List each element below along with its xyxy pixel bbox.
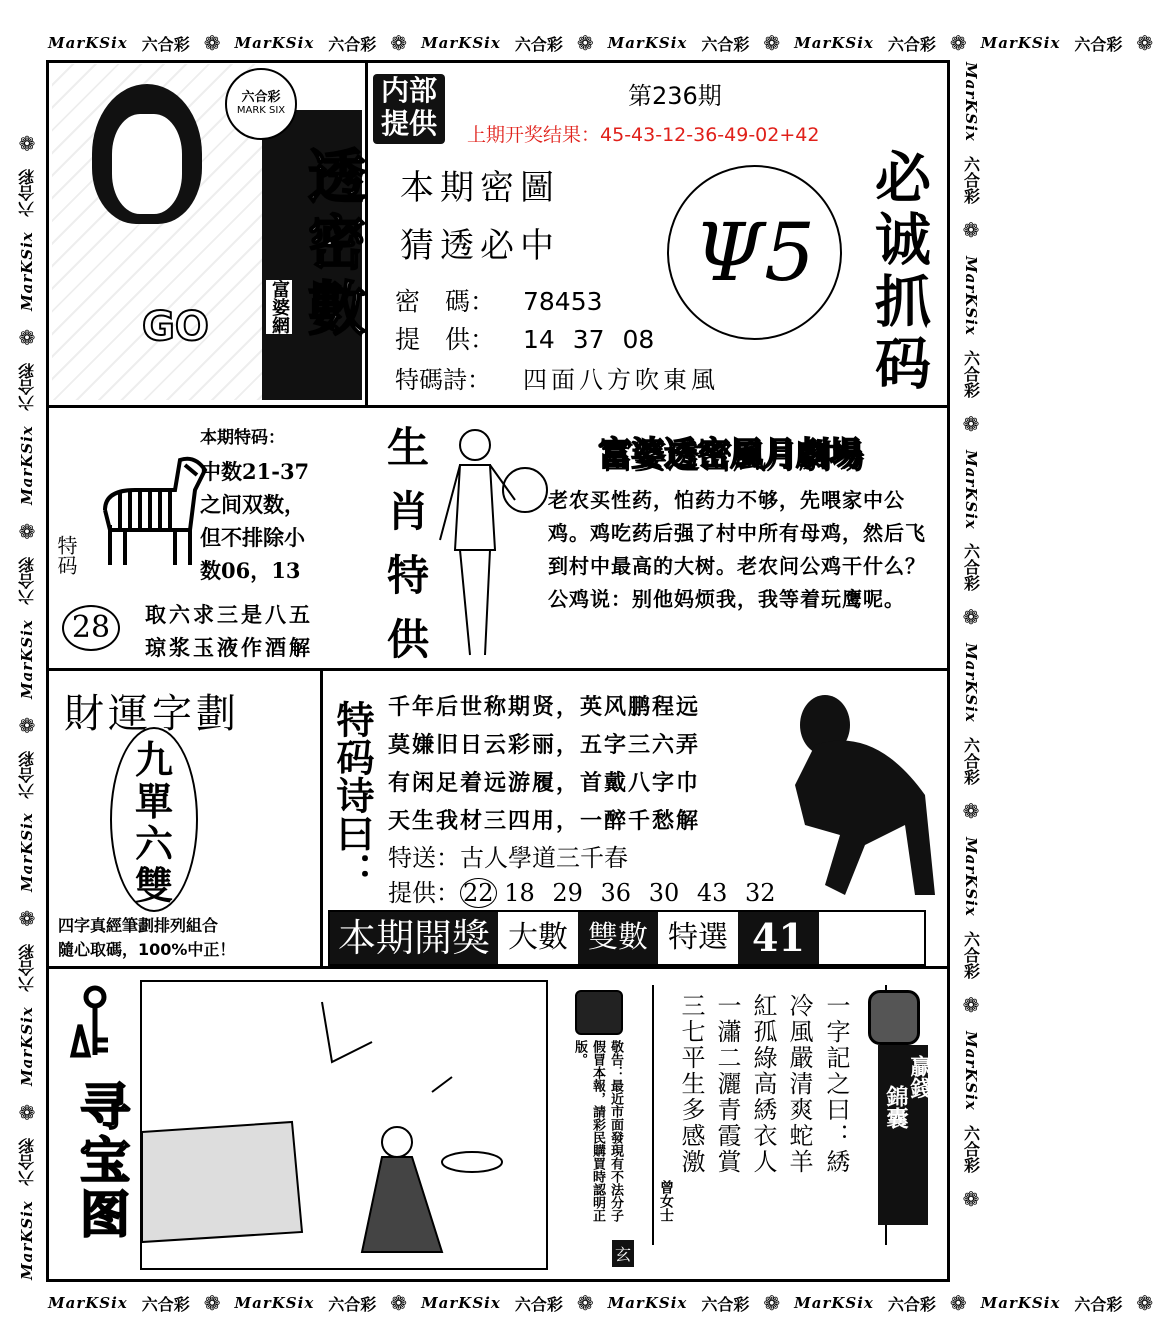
treasure-picture (140, 980, 548, 1270)
brand-cn: 六合彩 (701, 34, 750, 54)
fortune-title: 財運字劃 (64, 691, 240, 737)
code-row: 密 碼： 78453 (395, 287, 603, 316)
flower-icon: ❁ (949, 31, 967, 55)
flower-icon: ❁ (203, 31, 221, 55)
draw-item-big: 大數 (508, 920, 569, 955)
flower-icon: ❁ (15, 712, 39, 737)
flower-icon: ❁ (15, 1100, 39, 1125)
border-strip-top (48, 28, 1153, 58)
brand-en: MarKSix (18, 1200, 36, 1280)
fortune-note: 四字真經筆劃排列組合 隨心取碼，100%中正！ (58, 916, 236, 959)
divider (46, 966, 950, 969)
flower-icon: ❁ (390, 1291, 408, 1315)
flower-icon: ❁ (203, 1291, 221, 1315)
scroll-column: 一瀟二灑青霞賞 (713, 993, 741, 1175)
pouch-banner: 贏錢 錦囊 (878, 1045, 928, 1225)
brand-cn: 六合彩 (961, 543, 981, 592)
brand-cn: 六合彩 (887, 1294, 936, 1314)
poem-gift: 特送：古人學道三千春 (388, 844, 628, 872)
zebra-riddle: 取六求三是八五 琼浆玉液作酒解 (145, 602, 313, 660)
scroll-column: 紅孤綠高綉衣人 (749, 993, 777, 1175)
flower-icon: ❁ (763, 31, 781, 55)
provide-row: 提 供： 14 37 08 (395, 325, 655, 354)
brand-en: MarKSix (962, 255, 980, 336)
brand-en: MarKSix (421, 1294, 501, 1312)
brand-en: MarKSix (962, 643, 980, 723)
fortune-oval: 九 單 六 雙 (110, 727, 198, 912)
brand-en: MarKSix (18, 619, 36, 699)
key-icon (70, 985, 130, 1060)
slogan: 必诚抓码 (866, 148, 931, 396)
brand-en: MarKSix (48, 1294, 128, 1312)
brand-cn: 六合彩 (1074, 34, 1123, 54)
draw-item-even: 雙數 (578, 912, 658, 964)
flower-icon: ❁ (763, 1291, 781, 1315)
brand-en: MarKSix (980, 34, 1061, 52)
flower-icon: ❁ (576, 1291, 594, 1315)
poem-title: 特码诗曰： (330, 700, 374, 890)
vertical-title-panel (262, 110, 366, 400)
theater-title: 富婆透密風月劇場 (598, 434, 862, 473)
brand-en: MarKSix (980, 1294, 1061, 1312)
brand-en: MarKSix (18, 812, 36, 893)
scroll-column: 一字記之曰：綉 (822, 993, 850, 1175)
brand-cn: 六合彩 (514, 34, 563, 54)
divider (46, 405, 950, 408)
brand-en: MarKSix (607, 34, 688, 52)
brand-cn: 六合彩 (961, 737, 981, 785)
monkey-illustration (785, 685, 945, 905)
brand-cn: 六合彩 (887, 34, 936, 54)
marksix-logo: 六合彩 MARK SIX (225, 68, 297, 140)
issue-number: 第236期 (628, 82, 722, 110)
brand-en: MarKSix (18, 231, 36, 312)
border-strip-bottom (48, 1288, 1153, 1318)
brand-cn: 六合彩 (17, 169, 37, 218)
flower-icon: ❁ (959, 605, 983, 630)
brand-cn: 六合彩 (17, 363, 37, 412)
scroll (652, 985, 887, 1245)
brand-cn: 六合彩 (328, 34, 377, 54)
woman-illustration (430, 420, 545, 665)
zebra-label: 特码 (54, 535, 78, 575)
go-text: GO (142, 304, 209, 350)
brand-en: MarKSix (234, 1294, 315, 1312)
scroll-column: 三七平生多感激 (677, 993, 705, 1175)
scroll-column: 冷風嚴清爽蛇羊 (785, 993, 813, 1175)
notice-icon (575, 990, 623, 1035)
secret-title: 本期密圖 (400, 168, 560, 208)
flower-icon: ❁ (949, 1291, 967, 1315)
notice-text: 敬告：最近市面發現有不法分子假冒本報，請彩民購買時認明正版。 (572, 1040, 623, 1222)
brand-cn: 六合彩 (514, 1294, 563, 1314)
flower-icon: ❁ (959, 799, 983, 823)
brand-en: MarKSix (234, 34, 315, 52)
flower-icon: ❁ (15, 131, 39, 156)
brand-cn: 六合彩 (141, 1294, 190, 1314)
border-strip-right (956, 62, 986, 1280)
brand-en: MarKSix (607, 1294, 688, 1312)
poem-lines: 千年后世称期贤，英风鹏程远 莫嫌旧日云彩丽，五字三六弄 有闲足着远游履，首戴八字巾 天生我材三四用，一醉千愁解 (388, 694, 701, 834)
flower-icon: ❁ (959, 411, 983, 436)
internal-badge: 内部 提供 (373, 74, 445, 144)
scroll-author: 曾女士 (658, 1180, 674, 1222)
poem-provide: 提供： 22 18 29 36 30 43 32 (388, 879, 776, 907)
brand-en: MarKSix (421, 34, 501, 52)
secret-glyph: Ψ5 (693, 206, 816, 299)
brand-en: MarKSix (962, 62, 980, 142)
brand-cn: 六合彩 (17, 1138, 37, 1187)
brand-en: MarKSix (48, 34, 128, 52)
draw-title: 本期開獎 (330, 912, 498, 964)
brand-cn: 六合彩 (17, 750, 37, 799)
flower-icon: ❁ (959, 217, 983, 242)
brand-cn: 六合彩 (961, 155, 981, 204)
brand-cn: 六合彩 (17, 944, 37, 993)
brand-cn: 六合彩 (17, 557, 37, 605)
vertical-title: 透密數 (298, 146, 366, 344)
brand-cn: 六合彩 (961, 930, 981, 979)
flower-icon: ❁ (15, 519, 39, 543)
zebra-number-circle: 28 (62, 605, 120, 651)
guess-text: 猜透必中 (400, 226, 560, 266)
brand-en: MarKSix (962, 449, 980, 530)
notice-tag: 玄 (612, 1240, 634, 1267)
treasure-title: 寻宝图 (72, 1080, 130, 1242)
flower-icon: ❁ (15, 906, 39, 931)
poem-row: 特碼詩： 四面八方吹東風 (395, 366, 719, 394)
last-result: 上期开奖结果：45-43-12-36-49-02+42 (467, 124, 820, 146)
zebra-vertical: 生肖特供 (381, 425, 430, 681)
brand-cn: 六合彩 (328, 1294, 377, 1314)
brand-en: MarKSix (962, 1030, 980, 1111)
flower-icon: ❁ (390, 31, 408, 55)
divider (46, 668, 950, 671)
divider (320, 668, 323, 966)
border-strip-left (12, 62, 42, 1280)
brand-en: MarKSix (962, 837, 980, 917)
brand-cn: 六合彩 (961, 1124, 981, 1173)
brand-en: MarKSix (794, 1294, 874, 1312)
zebra-illustration (85, 450, 210, 570)
pouch-icon (868, 990, 920, 1045)
brand-en: MarKSix (18, 1006, 36, 1087)
secret-glyph-circle (667, 165, 842, 340)
flower-icon: ❁ (15, 325, 39, 350)
flower-icon: ❁ (1136, 31, 1153, 55)
flower-icon: ❁ (576, 31, 594, 55)
brand-cn: 六合彩 (701, 1294, 750, 1314)
zebra-lines: 本期特码： 中数21-37 之间双数， 但不排除小 数06，13 (200, 428, 310, 583)
vertical-subtitle: 富婆網 (266, 280, 292, 334)
brand-en: MarKSix (794, 34, 874, 52)
brand-cn: 六合彩 (1074, 1294, 1123, 1314)
draw-band (328, 910, 926, 966)
brand-cn: 六合彩 (141, 34, 190, 54)
flower-icon: ❁ (959, 992, 983, 1017)
brand-cn: 六合彩 (961, 349, 981, 398)
draw-number: 41 (738, 912, 819, 964)
draw-item-special: 特選 (668, 920, 729, 955)
flower-icon: ❁ (959, 1186, 983, 1211)
flower-icon: ❁ (1136, 1291, 1153, 1315)
theater-text: 老农买性药，怕药力不够，先喂家中公鸡。鸡吃药后强了村中所有母鸡，然后飞到村中最高的大树。老农问公鸡干什么？公鸡说：别他妈烦我，我等着玩鹰呢。 (548, 488, 926, 611)
brand-en: MarKSix (18, 425, 36, 505)
